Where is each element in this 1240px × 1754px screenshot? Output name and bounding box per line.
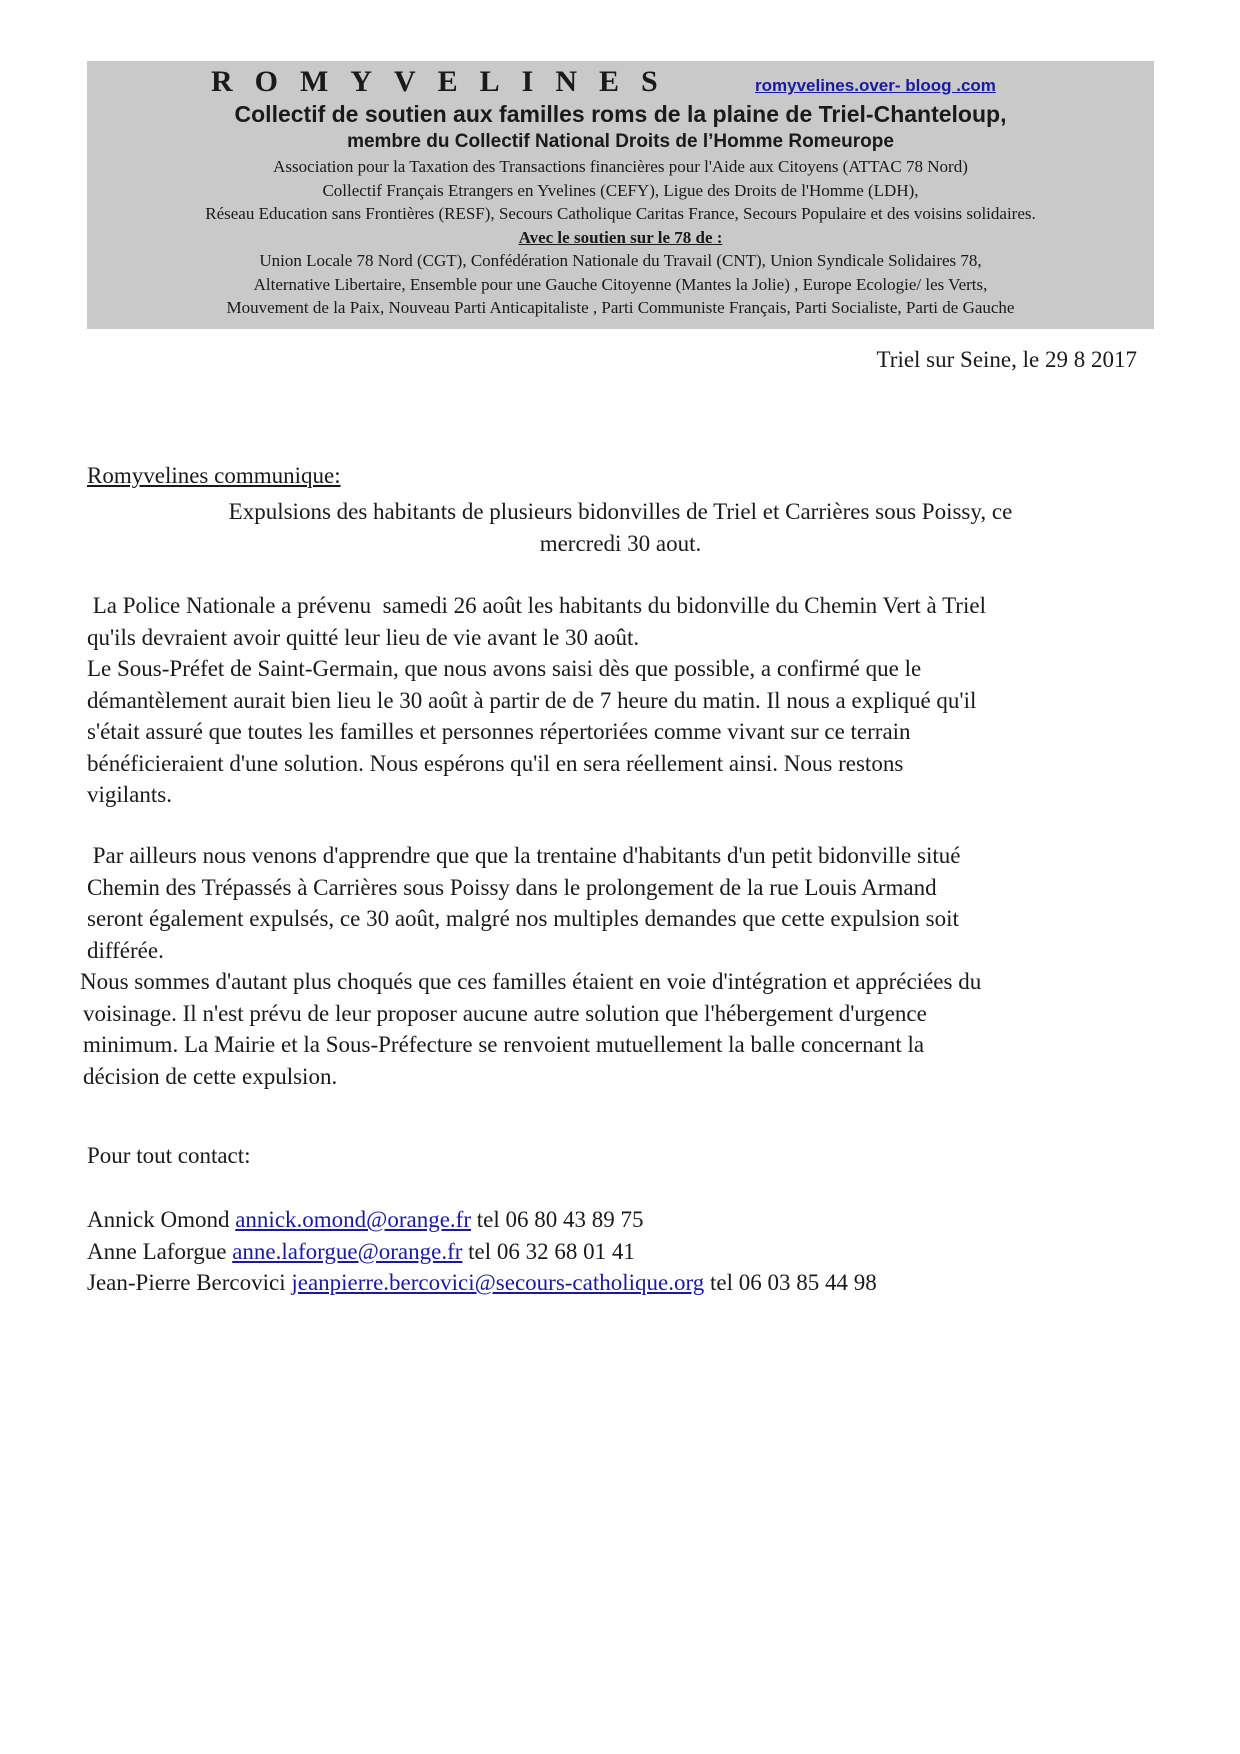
paragraph-police <box>87 590 986 811</box>
paragraph-line: décision de cette expulsion. <box>83 1063 338 1089</box>
member-list-line: Réseau Education sans Frontières (RESF), Secours Catholique Caritas France, Secours Populaire et des voisins solidaires. <box>205 204 1036 223</box>
communique-label: Romyvelines communique: <box>87 463 341 488</box>
supporter-list-line: Union Locale 78 Nord (CGT), Confédération Nationale du Travail (CNT), Union Syndicale Solidaires 78, <box>259 251 982 270</box>
contact-phone: tel 06 03 85 44 98 <box>704 1270 877 1295</box>
blog-link[interactable]: romyvelines.over- bloog .com <box>755 76 996 95</box>
contact-name: Annick Omond <box>87 1207 236 1232</box>
contact-name: Anne Laforgue <box>87 1238 233 1264</box>
paragraph-line: s'était assuré que toutes les familles et personnes répertoriées comme vivant sur ce terrain <box>87 719 911 744</box>
paragraph-line: Le Sous-Préfet de Saint-Germain, que nous avons saisi dès que possible, a confirmé que le <box>87 656 922 681</box>
paragraph-line: Nous sommes d'autant plus choqués que ces familles étaient en voie d'intégration et appréciées du <box>80 969 982 994</box>
paragraph-shock <box>80 966 981 1092</box>
collective-subtitle: Collectif de soutien aux familles roms de la plaine de Triel-Chanteloup, <box>234 101 1007 127</box>
paragraph-line: bénéficieraient d'une solution. Nous espérons qu'il en sera réellement ainsi. Nous restons <box>87 750 904 776</box>
letterhead-title-line <box>87 65 1154 99</box>
paragraph-line: qu'ils devraient avoir quitté leur lieu de vie avant le 30 août. <box>87 624 640 650</box>
paragraph-line: démantèlement aurait bien lieu le 30 août à partir de de 7 heure du matin. Il nous a expliqué qu'il <box>87 687 977 713</box>
contact-row <box>87 1204 877 1236</box>
membership-subtitle: membre du Collectif National Droits de l’Homme Romeurope <box>347 131 894 152</box>
supporter-list-line: Mouvement de la Paix, Nouveau Parti Anticapitaliste , Parti Communiste Français, Parti Socialiste, Parti de Gauche <box>226 298 1015 317</box>
contact-list <box>87 1204 877 1299</box>
headline-line: Expulsions des habitants de plusieurs bidonvilles de Triel et Carrières sous Poissy, ce <box>228 499 1013 524</box>
headline-line: mercredi 30 aout. <box>539 530 702 556</box>
paragraph-line: voisinage. Il n'est prévu de leur proposer aucune autre solution que l'hébergement d'urgence <box>83 1000 927 1026</box>
contact-row <box>87 1236 877 1268</box>
paragraph-line: différée. <box>87 937 164 963</box>
paragraph-line: Par ailleurs nous venons d'apprendre que que la trentaine d'habitants d'un petit bidonville situé <box>87 843 961 868</box>
member-list-line: Collectif Français Etrangers en Yvelines (CEFY), Ligue des Droits de l'Homme (LDH), <box>322 180 919 200</box>
letterhead <box>87 61 1154 329</box>
supporter-list-line: Alternative Libertaire, Ensemble pour une Gauche Citoyenne (Mantes la Jolie) , Europe Ecologie/ les Verts, <box>253 274 988 294</box>
contact-email-link[interactable]: jeanpierre.bercovici@secours-catholique.org <box>291 1270 705 1295</box>
contact-phone: tel 06 80 43 89 75 <box>471 1207 644 1232</box>
paragraph-carrieres <box>87 840 960 966</box>
contact-phone: tel 06 32 68 01 41 <box>462 1238 635 1264</box>
document-date: Triel sur Seine, le 29 8 2017 <box>876 347 1137 372</box>
contact-label: Pour tout contact: <box>87 1143 251 1168</box>
communique-headline <box>87 496 1154 559</box>
paragraph-line: minimum. La Mairie et la Sous-Préfecture se renvoient mutuellement la balle concernant la <box>83 1032 925 1057</box>
contact-email-link[interactable]: anne.laforgue@orange.fr <box>232 1238 463 1264</box>
contact-name: Jean-Pierre Bercovici <box>87 1270 292 1295</box>
organization-title: ROMYVELINES <box>211 65 680 98</box>
paragraph-line: La Police Nationale a prévenu samedi 26 août les habitants du bidonville du Chemin Vert à Triel <box>87 593 986 618</box>
paragraph-line: vigilants. <box>87 782 172 807</box>
member-list-line: Association pour la Taxation des Transactions financières pour l'Aide aux Citoyens (ATTAC 78 Nord) <box>273 157 968 176</box>
paragraph-line: seront également expulsés, ce 30 août, malgré nos multiples demandes que cette expulsion soit <box>87 906 959 931</box>
paragraph-line: Chemin des Trépassés à Carrières sous Poissy dans le prolongement de la rue Louis Armand <box>87 874 937 900</box>
support-heading: Avec le soutien sur le 78 de : <box>518 227 723 247</box>
contact-row <box>87 1267 877 1299</box>
contact-email-link[interactable]: annick.omond@orange.fr <box>235 1207 471 1232</box>
